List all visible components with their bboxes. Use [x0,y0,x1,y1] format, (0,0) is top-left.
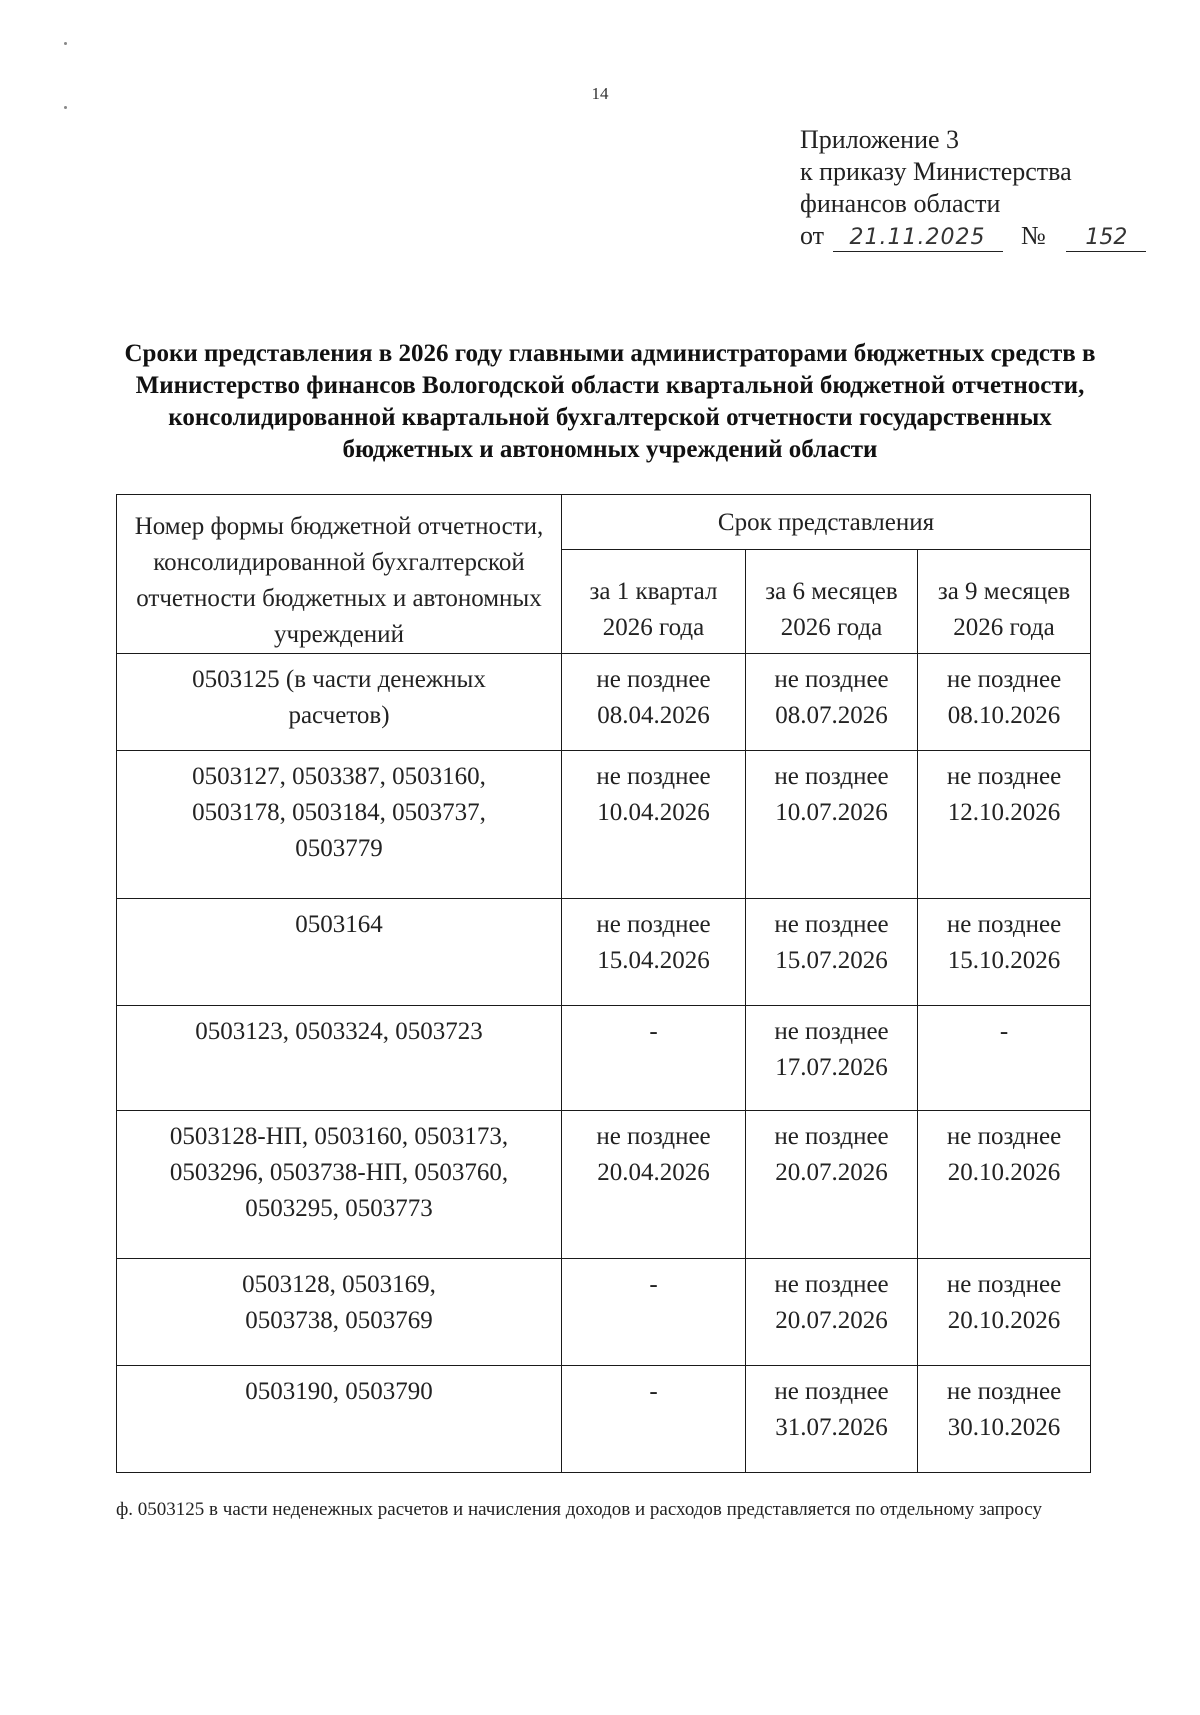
h1-deadline-cell: не позднее 08.07.2026 [746,654,918,751]
appendix-date-prefix: от [800,221,825,250]
h1-deadline-cell: не позднее 10.07.2026 [746,751,918,899]
appendix-order-ref: к приказу Министерства [800,157,1072,186]
table-row [117,1259,1091,1366]
h1-deadline-cell: не позднее 20.07.2026 [746,1111,918,1259]
header-q1: за 1 квартал 2026 года [562,550,746,654]
form-cell: 0503128, 0503169, 0503738, 0503769 [117,1259,562,1366]
table-row [117,1005,1091,1111]
q1-deadline-cell: не позднее 15.04.2026 [562,898,746,1005]
table-row [117,898,1091,1005]
form-cell: 0503128-НП, 0503160, 0503173, 0503296, 0503738-НП, 0503760, 0503295, 0503773 [117,1111,562,1259]
header-form-number: Номер формы бюджетной отчетности, консолидированной бухгалтерской отчетности бюджетных и автономных учреждений [117,495,562,654]
table-row [117,1366,1091,1473]
q1-deadline-cell: - [562,1005,746,1111]
q1-deadline-cell: - [562,1366,746,1473]
scan-speck [64,106,67,109]
number-sign: № [1021,221,1046,250]
handwritten-date: 21.11.2025 [833,225,1003,252]
scan-speck [64,42,67,45]
h1-deadline-cell: не позднее 15.07.2026 [746,898,918,1005]
m9-deadline-cell: не позднее 20.10.2026 [918,1259,1091,1366]
appendix-block [800,124,1146,252]
form-cell: 0503127, 0503387, 0503160, 0503178, 0503184, 0503737, 0503779 [117,751,562,899]
q1-deadline-cell: не позднее 08.04.2026 [562,654,746,751]
page-number: 14 [591,84,609,103]
q1-deadline-cell: - [562,1259,746,1366]
m9-deadline-cell: не позднее 30.10.2026 [918,1366,1091,1473]
h1-deadline-cell: не позднее 17.07.2026 [746,1005,918,1111]
appendix-ministry: финансов области [800,189,1001,218]
appendix-date-number-line [800,220,1146,252]
header-6-months: за 6 месяцев 2026 года [746,550,918,654]
deadline-table [116,494,1091,1473]
q1-deadline-cell: не позднее 20.04.2026 [562,1111,746,1259]
form-cell: 0503123, 0503324, 0503723 [117,1005,562,1111]
m9-deadline-cell: не позднее 15.10.2026 [918,898,1091,1005]
h1-deadline-cell: не позднее 20.07.2026 [746,1259,918,1366]
appendix-title: Приложение 3 [800,125,960,154]
m9-deadline-cell: не позднее 08.10.2026 [918,654,1091,751]
header-deadline-group: Срок представления [562,495,1091,550]
handwritten-number: 152 [1066,225,1146,252]
document-title: Сроки представления в 2026 году главными администраторами бюджетных средств в Министерство финансов Вологодской области квартальной бюджетной отчетности, консолидированной квартальной бухгалтерской отчетности государственных бюджетных и автономных учреждений области [124,340,1096,463]
table-header-row [117,495,1091,550]
table-row [117,654,1091,751]
table-row [117,1111,1091,1259]
form-cell: 0503125 (в части денежных расчетов) [117,654,562,751]
m9-deadline-cell: не позднее 20.10.2026 [918,1111,1091,1259]
header-9-months: за 9 месяцев 2026 года [918,550,1091,654]
m9-deadline-cell: не позднее 12.10.2026 [918,751,1091,899]
form-cell: 0503164 [117,898,562,1005]
footnote: ф. 0503125 в части неденежных расчетов и начисления доходов и расходов представляется по отдельному запросу [116,1499,1042,1520]
table-row [117,751,1091,899]
q1-deadline-cell: не позднее 10.04.2026 [562,751,746,899]
h1-deadline-cell: не позднее 31.07.2026 [746,1366,918,1473]
m9-deadline-cell: - [918,1005,1091,1111]
form-cell: 0503190, 0503790 [117,1366,562,1473]
